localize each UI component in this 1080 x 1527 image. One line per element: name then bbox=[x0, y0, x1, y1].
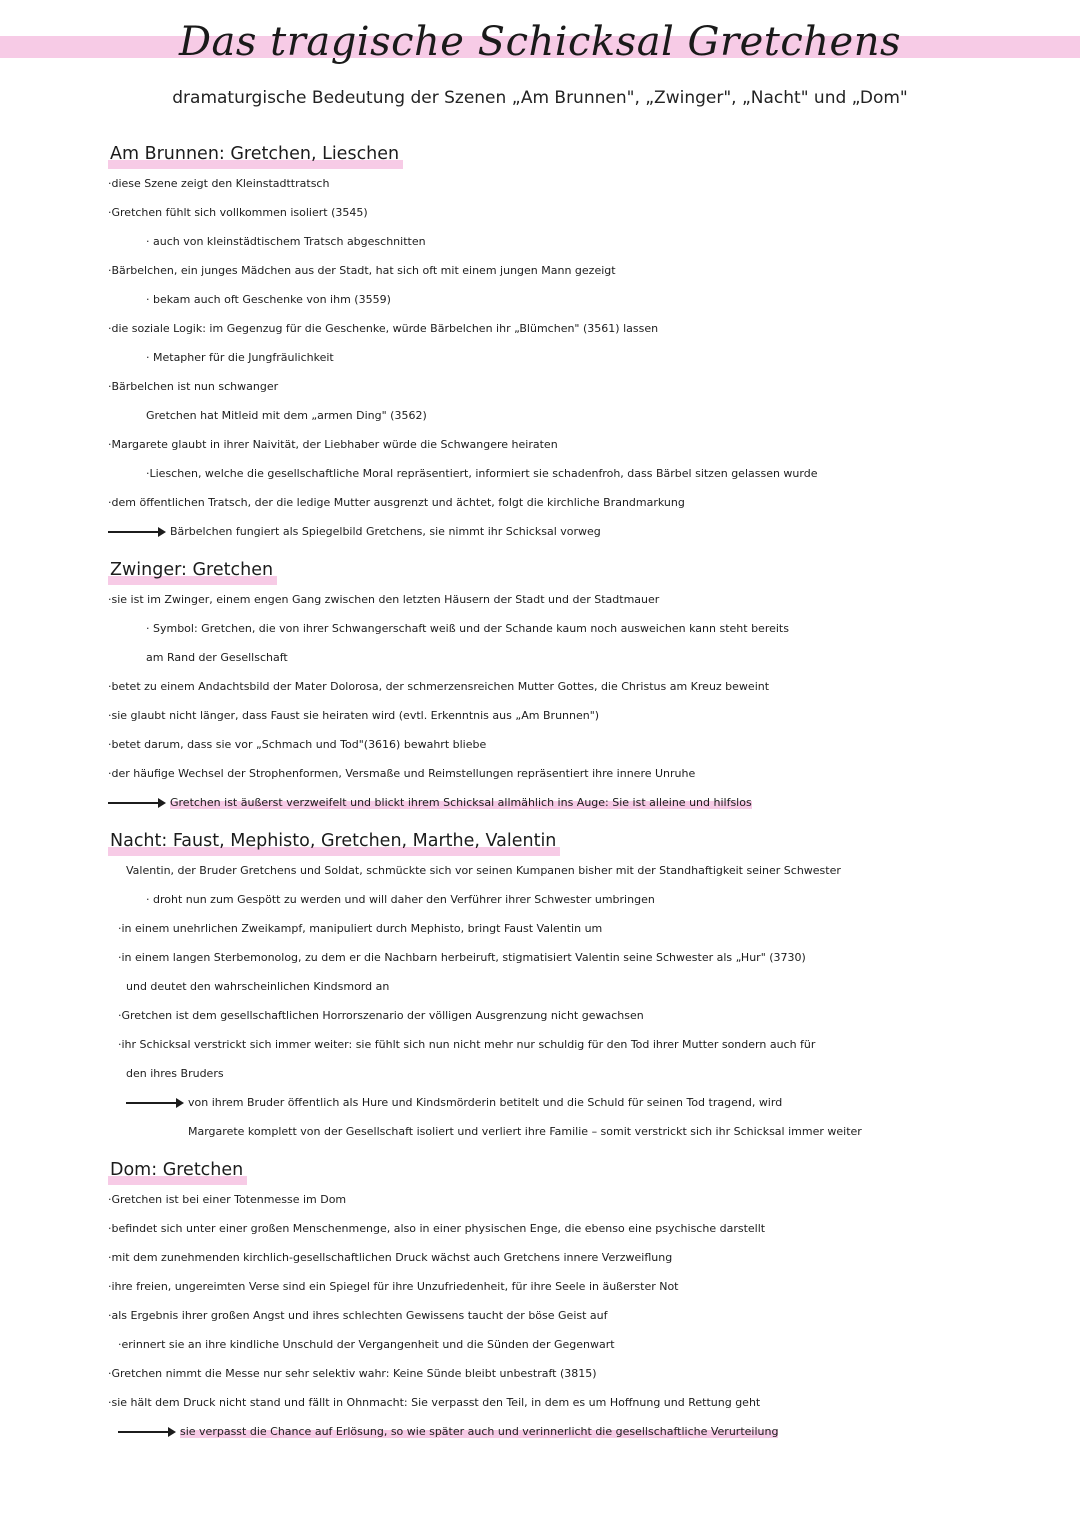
note-subline: · droht nun zum Gespött zu werden und will daher den Verführer ihrer Schwester umbringen bbox=[146, 893, 655, 906]
note-line: ·sie ist im Zwinger, einem engen Gang zwischen den letzten Häusern der Stadt und der Stadtmauer bbox=[108, 593, 660, 606]
conclusion-line bbox=[108, 1088, 1073, 1117]
conclusion-text: sie verpasst die Chance auf Erlösung, so wie später auch und verinnerlicht die gesellschaftliche Verurteilung bbox=[180, 1425, 779, 1438]
note-subline: · Metapher für die Jungfräulichkeit bbox=[146, 351, 334, 364]
note-line: ·befindet sich unter einer großen Menschenmenge, also in einer physischen Enge, die ebenso eine psychische darstellt bbox=[108, 1222, 766, 1235]
note-line: ·Bärbelchen ist nun schwanger bbox=[108, 380, 279, 393]
note-subline: ·Lieschen, welche die gesellschaftliche Moral repräsentiert, informiert sie schadenfroh, dass Bärbel sitzen gelassen wurde bbox=[146, 467, 818, 480]
note-line: ·Margarete glaubt in ihrer Naivität, der Liebhaber würde die Schwangere heiraten bbox=[108, 438, 558, 451]
notes-content bbox=[108, 140, 1073, 1456]
note-subline: · Symbol: Gretchen, die von ihrer Schwangerschaft weiß und der Schande kaum noch ausweichen kann steht bereits bbox=[146, 622, 789, 635]
note-line: ·ihr Schicksal verstrickt sich immer weiter: sie fühlt sich nun nicht mehr nur schuldig für den Tod ihrer Mutter sondern auch für bbox=[118, 1038, 816, 1051]
note-line: Valentin, der Bruder Gretchens und Soldat, schmückte sich vor seinen Kumpanen bisher mit der Standhaftigkeit seiner Schwester bbox=[126, 864, 841, 877]
note-subline: · auch von kleinstädtischem Tratsch abgeschnitten bbox=[146, 235, 426, 248]
conclusion-text: Bärbelchen fungiert als Spiegelbild Gretchens, sie nimmt ihr Schicksal vorweg bbox=[170, 525, 601, 538]
note-line: ·Gretchen ist dem gesellschaftlichen Horrorszenario der völligen Ausgrenzung nicht gewachsen bbox=[118, 1009, 644, 1022]
conclusion-line bbox=[108, 1417, 1073, 1446]
note-subline: Gretchen hat Mitleid mit dem „armen Ding" (3562) bbox=[146, 409, 427, 422]
note-line: ·betet darum, dass sie vor „Schmach und Tod"(3616) bewahrt bliebe bbox=[108, 738, 487, 751]
note-line: ·in einem langen Sterbemonolog, zu dem er die Nachbarn herbeiruft, stigmatisiert Valentin seine Schwester als „Hur" (3730) bbox=[118, 951, 806, 964]
note-subline: · bekam auch oft Geschenke von ihm (3559) bbox=[146, 293, 391, 306]
note-line: ·sie hält dem Druck nicht stand und fällt in Ohnmacht: Sie verpasst den Teil, in dem es um Hoffnung und Rettung geht bbox=[108, 1396, 761, 1409]
section-zwinger bbox=[108, 556, 1073, 817]
note-line: ·die soziale Logik: im Gegenzug für die Geschenke, würde Bärbelchen ihr „Blümchen" (3561) lassen bbox=[108, 322, 659, 335]
section-heading: Nacht: Faust, Mephisto, Gretchen, Marthe, Valentin bbox=[108, 827, 560, 856]
section-nacht bbox=[108, 827, 1073, 1146]
note-line: ·der häufige Wechsel der Strophenformen, Versmaße und Reimstellungen repräsentiert ihre innere Unruhe bbox=[108, 767, 696, 780]
note-subline: am Rand der Gesellschaft bbox=[146, 651, 288, 664]
note-subline: ·erinnert sie an ihre kindliche Unschuld der Vergangenheit und die Sünden der Gegenwart bbox=[118, 1338, 615, 1351]
note-line: ·mit dem zunehmenden kirchlich-gesellschaftlichen Druck wächst auch Gretchens innere Verzweiflung bbox=[108, 1251, 673, 1264]
conclusion-text: Gretchen ist äußerst verzweifelt und blickt ihrem Schicksal allmählich ins Auge: Sie ist alleine und hilfslos bbox=[170, 796, 752, 809]
note-line: ·diese Szene zeigt den Kleinstadttratsch bbox=[108, 177, 330, 190]
note-line: ·betet zu einem Andachtsbild der Mater Dolorosa, der schmerzensreichen Mutter Gottes, die Christus am Kreuz beweint bbox=[108, 680, 770, 693]
section-dom bbox=[108, 1156, 1073, 1446]
arrow-icon bbox=[118, 1427, 176, 1437]
conclusion-line bbox=[108, 517, 1073, 546]
arrow-icon bbox=[126, 1098, 184, 1108]
section-am-brunnen bbox=[108, 140, 1073, 546]
note-line: ·Gretchen fühlt sich vollkommen isoliert (3545) bbox=[108, 206, 368, 219]
note-line: ·Gretchen ist bei einer Totenmesse im Dom bbox=[108, 1193, 347, 1206]
note-line: ·Gretchen nimmt die Messe nur sehr selektiv wahr: Keine Sünde bleibt unbestraft (3815) bbox=[108, 1367, 597, 1380]
note-line: ·dem öffentlichen Tratsch, der die ledige Mutter ausgrenzt und ächtet, folgt die kirchliche Brandmarkung bbox=[108, 496, 685, 509]
note-line: ·ihre freien, ungereimten Verse sind ein Spiegel für ihre Unzufriedenheit, für ihre Seele in äußerster Not bbox=[108, 1280, 679, 1293]
note-line: ·Bärbelchen, ein junges Mädchen aus der Stadt, hat sich oft mit einem jungen Mann gezeigt bbox=[108, 264, 616, 277]
section-heading: Zwinger: Gretchen bbox=[108, 556, 277, 585]
note-line: ·als Ergebnis ihrer großen Angst und ihres schlechten Gewissens taucht der böse Geist auf bbox=[108, 1309, 608, 1322]
note-line: ·in einem unehrlichen Zweikampf, manipuliert durch Mephisto, bringt Faust Valentin um bbox=[118, 922, 603, 935]
note-line: den ihres Bruders bbox=[126, 1067, 224, 1080]
conclusion-line bbox=[108, 788, 1073, 817]
note-line: ·sie glaubt nicht länger, dass Faust sie heiraten wird (evtl. Erkenntnis aus „Am Brunnen") bbox=[108, 709, 600, 722]
arrow-icon bbox=[108, 527, 166, 537]
arrow-icon bbox=[108, 798, 166, 808]
section-heading: Dom: Gretchen bbox=[108, 1156, 247, 1185]
section-heading: Am Brunnen: Gretchen, Lieschen bbox=[108, 140, 403, 169]
conclusion-text: von ihrem Bruder öffentlich als Hure und Kindsmörderin betitelt und die Schuld für seinen Tod tragend, wird bbox=[188, 1096, 783, 1109]
page-title: Das tragische Schicksal Gretchens bbox=[178, 19, 901, 65]
conclusion-line-continued: Margarete komplett von der Gesellschaft isoliert und verliert ihre Familie – somit verstrickt sich ihr Schicksal immer weiter bbox=[188, 1125, 862, 1138]
note-line: und deutet den wahrscheinlichen Kindsmord an bbox=[126, 980, 390, 993]
page-subtitle: dramaturgische Bedeutung der Szenen „Am Brunnen", „Zwinger", „Nacht" und „Dom" bbox=[172, 88, 908, 108]
